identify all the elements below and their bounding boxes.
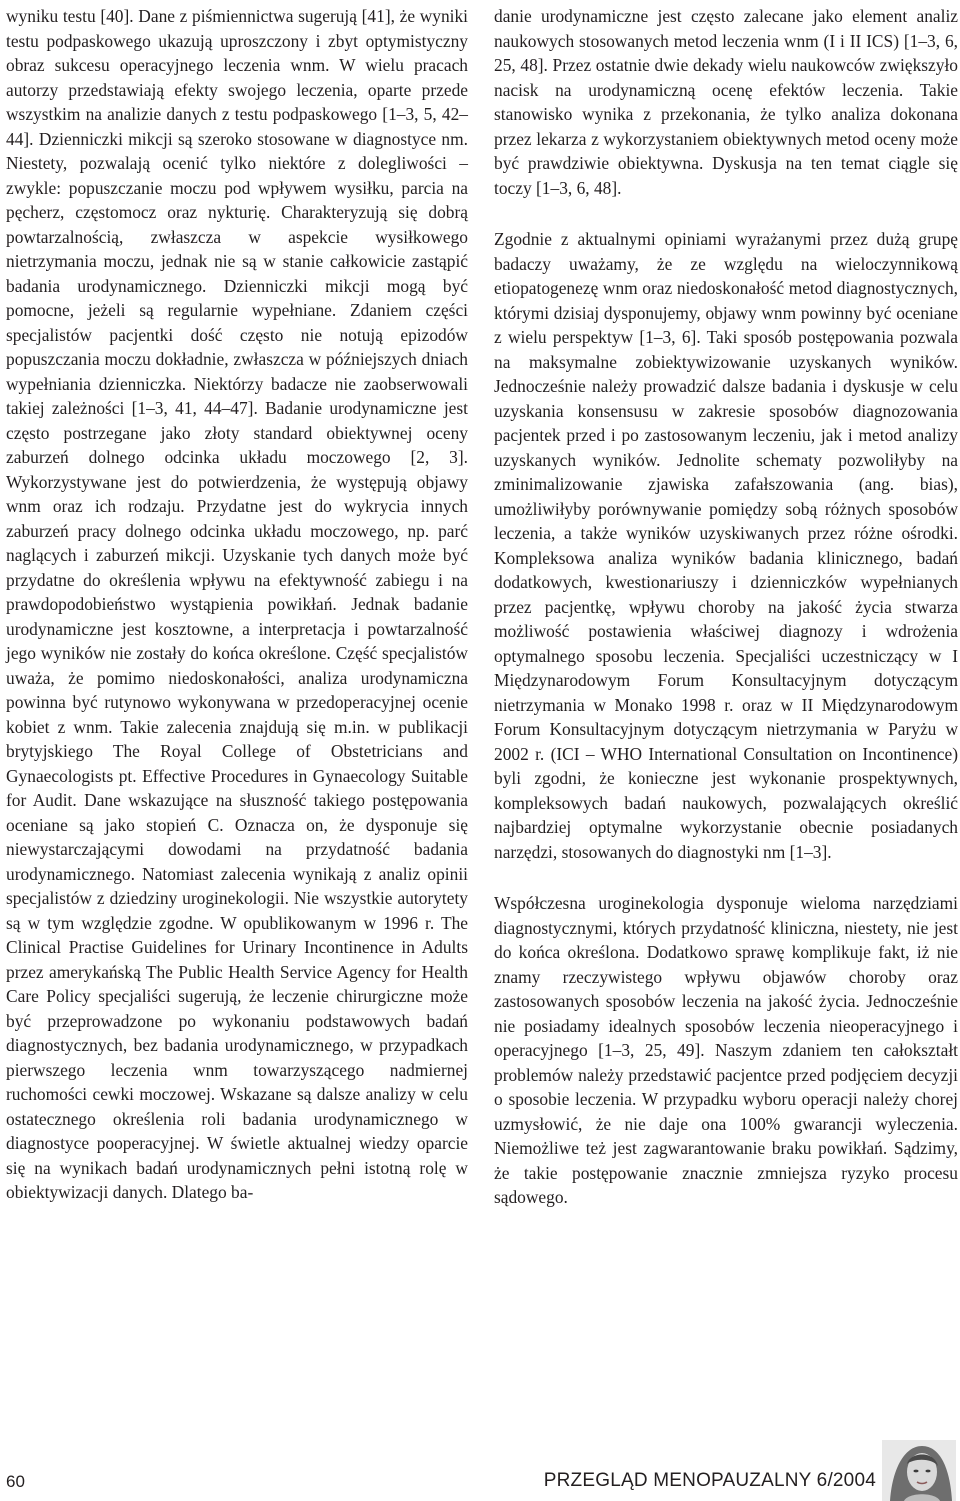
paragraph: Zgodnie z aktualnymi opiniami wyrażanymi przez dużą grupę badaczy uważamy, że ze względu na wieloczynnikową etiopatogenezę wnm oraz niedoskonałość metod diagnostycznych, którymi dzisiaj dysponujemy, objawy wnm powinny być oceniane z wielu perspektyw [1–3, 6]. Taki sposób postępowania pozwala na maksymalne zobiektywizowanie uzyskanych wyników. Jednocześnie należy prowadzić dalsze badania i dyskusje w celu uzyskania konsensusu w zakresie sposobów diagnozowania pacjentek przed i po zastosowanym leczeniu, jak i metod analizy uzyskanych wyników. Jednolite schematy pozwoliłyby na zminimalizowanie zjawiska zafałszowania (ang. bias), umożliwiłyby porównywanie pomiędzy sobą różnych sposobów leczenia, a także wyników uzyskiwanych przez różne ośrodki. Kompleksowa analiza wyników badania klinicznego, badań dodatkowych, kwestionariuszy i dzienniczków wypełnianych przez pacjentkę, wpływu choroby na jakość życia stwarza możliwość postawienia właściwej diagnozy i wdrożenia optymalnego sposobu leczenia. Specjaliści uczestniczący w I Międzynarodowym Forum Konsultacyjnym dotyczącym nietrzymania w Monako 1998 r. oraz w II Międzynarodowym Forum Konsultacyjnym dotyczącym nietrzymania w Paryżu w 2002 r. (ICI – WHO International Consultation on Incontinence) byli zgodni, że konieczne jest wykonanie prospektywnych, kompleksowych badań naukowych, pozwalających określić najbardziej optymalne wykorzystanie obecnie posiadanych narzędzi, stosowanych do diagnostyki nm [1–3]. <box>494 229 958 862</box>
paragraph-gap <box>494 200 958 227</box>
paragraph: Współczesna uroginekologia dysponuje wieloma narzędziami diagnostycznymi, których przydatność kliniczna, niestety, nie jest do końca określona. Dodatkowo sprawę komplikuje fakt, iż nie znamy rzeczywistego wpływu objawów choroby oraz zastosowanych sposobów leczenia na jakość życia. Jednocześnie nie posiadamy idealnych sposobów leczenia nieoperacyjnego i operacyjnego [1–3, 25, 49]. Naszym zdaniem ten całokształt problemów należy przedstawić pacjentce przed podjęciem decyzji o sposobie leczenia. W przypadku wyboru operacji należy chorej uzmysłowić, że nie daje ona 100% gwarancji wyleczenia. Niemożliwe też jest zagwarantowanie braku powikłań. Sądzimy, że takie postępowanie znacznie zmniejsza ryzyko procesu sądowego. <box>494 893 958 1207</box>
journal-title: PRZEGLĄD MENOPAUZALNY 6/2004 <box>543 1470 876 1491</box>
paragraph-gap <box>494 864 958 891</box>
left-column <box>6 4 468 1205</box>
paragraph: wyniku testu [40]. Dane z piśmiennictwa sugerują [41], że wyniki testu podpaskowego ukazują uproszczony i zbyt optymistyczny obraz sukcesu operacyjnego leczenia wnm. W wielu pracach autorzy przedstawiają efekty swojego leczenia, oparte przede wszystkim na analizie danych z testu podpaskowego [1–3, 5, 42–44]. Dzienniczki mikcji są szeroko stosowane w diagnostyce nm. Niestety, pozwalają ocenić tylko niektóre z dolegliwości – zwykle: popuszczanie moczu pod wpływem wysiłku, parcia na pęcherz, częstomocz oraz nykturię. Charakteryzują się dobrą powtarzalnością, zwłaszcza w aspekcie wysiłkowego nietrzymania moczu, jednak nie są w stanie całkowicie zastąpić badania urodynamicznego. Dzienniczki mikcji mogą być pomocne, jeżeli są regularnie wypełniane. Zdaniem części specjalistów pacjentki dość często nie notują epizodów popuszczania moczu dokładnie, zwłaszcza w późniejszych dniach wypełniania dzienniczka. Niektórzy badacze nie zaobserwowali takiej zależności [1–3, 41, 44–47]. Badanie urodynamiczne jest często postrzegane jako złoty standard obiektywnej oceny zaburzeń dolnego odcinka układu moczowego [2, 3]. Wykorzystywane jest do potwierdzenia, że występują objawy wnm oraz ich rodzaju. Przydatne jest do wykrycia innych zaburzeń pracy dolnego odcinka układu moczowego, np. parć naglących i zaburzeń mikcji. Uzyskanie tych danych może być przydatne do określenia wpływu na efektywność zabiegu i na prawdopodobieństwo wystąpienia powikłań. Jednak badanie urodynamiczne jest kosztowne, a interpretacja i powtarzalność jego wyników nie zostały do końca określone. Część specjalistów uważa, że pomimo niedoskonałości, analiza urodynamiczna powinna być rutynowo wykonywana w przedoperacyjnej ocenie kobiet z wnm. Takie zalecenia znajdują się m.in. w publikacji brytyjskiego The Royal College of Obstetricians and Gynaecologists pt. Effective Procedures in Gynaecology Suitable for Audit. Dane wskazujące na słuszność takiego postępowania oceniane są jako stopień C. Oznacza on, że dysponuje się niewystarczającymi dowodami na przydatność badania urodynamicznego. Natomiast zalecenia wynikają z analiz opinii specjalistów z dziedziny uroginekologii. Nie wszystkie autorytety są w tym względzie zgodne. W opublikowanym w 1996 r. The Clinical Practise Guidelines for Urinary Incontinence in Adults przez amerykańską The Public Health Service Agency for Health Care Policy specjaliści sugerują, że leczenie chirurgiczne może być przeprowadzone po wykonaniu podstawowych badań diagnostycznych, bez badania urodynamicznego, w przypadkach pierwszego leczenia wnm towarzyszącego nadmiernej ruchomości cewki moczowej. Wskazane są dalsze analizy w celu ostatecznego określenia roli badania urodynamicznego w diagnostyce pooperacyjnej. W świetle aktualnej wiedzy oparcie się na wynikach badań urodynamicznych pełni istotną rolę w obiektywizacji danych. Dlatego ba- <box>6 6 468 1202</box>
paragraph: danie urodynamiczne jest często zalecane jako element analiz naukowych stosowanych metod leczenia wnm (I i II ICS) [1–3, 6, 25, 48]. Przez ostatnie dwie dekady wielu naukowców zwiększyło nacisk na urodynamiczną ocenę efektów leczenia. Takie stanowisko wynika z przekonania, że tylko analiza dokonana przez lekarza z wykorzystaniem obiektywnych metod oceny może być prawdziwie obiektywna. Dyskusja na ten temat ciągle się toczy [1–3, 6, 48]. <box>494 6 958 198</box>
page-number: 60 <box>6 1472 25 1491</box>
page-footer <box>0 1440 960 1501</box>
portrait-image <box>882 1440 956 1501</box>
right-column <box>494 4 958 1210</box>
